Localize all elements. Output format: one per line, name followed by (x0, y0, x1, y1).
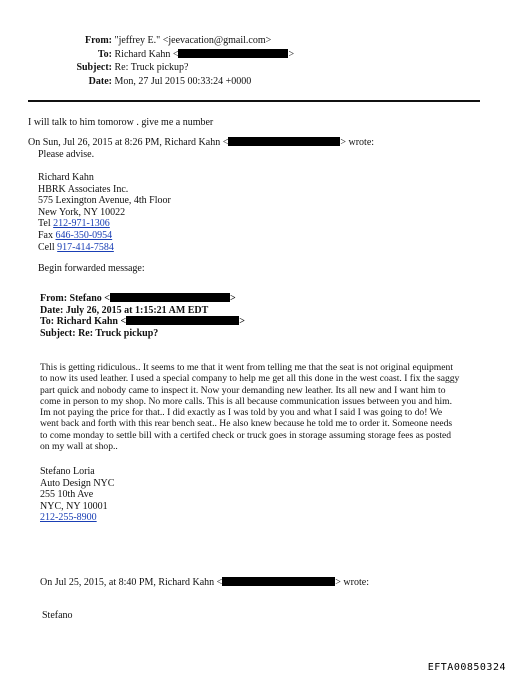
redaction-box (222, 577, 335, 586)
quote2-intro-prefix: On Jul 25, 2015, at 8:40 PM, Richard Kahn < (40, 577, 223, 588)
fwd-to-row (40, 316, 245, 328)
sig-name: Richard Kahn (38, 172, 94, 183)
date-label: Date: (88, 75, 112, 87)
fwd-from-row (40, 293, 245, 305)
body-line: come in person to my shop. No more calls. This is all because communication issues between you and him. (40, 395, 453, 407)
fwd-from-suffix: > (229, 293, 236, 304)
sig-address2: NYC, NY 10001 (40, 500, 108, 512)
tel-link[interactable]: 212-971-1306 (53, 218, 110, 230)
sig-phone-row (40, 512, 114, 524)
sig-company: Auto Design NYC (40, 477, 115, 489)
subject-label: Subject: (76, 62, 112, 74)
header-to-row (42, 49, 294, 61)
fwd-to-label: To: (40, 316, 55, 328)
to-label: To: (97, 48, 112, 60)
from-value: "jeffrey E." <jeevacation@gmail.com> (114, 35, 272, 46)
header-divider (28, 100, 480, 102)
body-line: went back and forth with this rear bench seat.. He also knew because he told me to order it. Someone needs (40, 418, 453, 430)
fwd-subject-value: Re: Truck pickup? (78, 327, 159, 339)
body-line: This is getting ridiculous.. It seems to me that it went from telling me that the seat is not original equipment (40, 362, 453, 373)
to-suffix: > (288, 48, 295, 60)
phone-link[interactable]: 212-255-8900 (40, 512, 97, 524)
header-date-row (42, 76, 294, 88)
fwd-to-value: Richard Kahn < (56, 316, 127, 328)
email-header (42, 35, 294, 87)
forwarded-header (40, 293, 245, 339)
advise-line: Please advise. (38, 149, 95, 160)
forwarded-body (40, 362, 482, 452)
sig-cell-row (38, 242, 171, 254)
document-id: EFTA00850324 (427, 662, 506, 674)
fwd-subject-label: Subject: (40, 327, 76, 339)
date-value: Mon, 27 Jul 2015 00:33:24 +0000 (114, 75, 252, 87)
body-line: on my wall at shop.. (40, 441, 118, 453)
redaction-box (178, 49, 288, 58)
fwd-date-row (40, 305, 245, 317)
body-line: part quick and nobody came to inspect it. Now your demanding new leather. Its all new and I want him to (40, 384, 446, 396)
subject-value: Re: Truck pickup? (114, 62, 189, 74)
fwd-from-value: Stefano < (69, 293, 110, 304)
fwd-to-suffix: > (239, 316, 245, 328)
sig-company: HBRK Associates Inc. (38, 183, 129, 195)
quote1-body (38, 149, 94, 161)
sig-address2: New York, NY 10022 (38, 206, 126, 218)
header-from-row (42, 35, 294, 47)
fwd-subject-row (40, 328, 245, 340)
sig-address1: 575 Lexington Avenue, 4th Floor (38, 195, 171, 207)
to-value: Richard Kahn < (114, 48, 179, 60)
sig-tel-row (38, 218, 171, 230)
redaction-box (110, 293, 230, 302)
forwarded-marker: Begin forwarded message: (38, 263, 145, 274)
redaction-box (126, 316, 239, 325)
quote2-intro-suffix: > wrote: (335, 577, 369, 588)
quote1-intro (28, 137, 374, 149)
redaction-box (228, 137, 340, 146)
reply-text: I will talk to him tomorow . give me a number (28, 117, 214, 128)
fwd-from-label: From: (40, 293, 68, 304)
fax-link[interactable]: 646-350-0954 (55, 229, 113, 241)
sig-name: Stefano Loria (40, 466, 95, 477)
body-line: to now its used leather. I used a special company to help me get all this done in the west coast. I fix the saggy (40, 373, 460, 385)
quote2-intro (40, 577, 369, 589)
richard-signature (38, 172, 171, 253)
quote1-intro-suffix: > wrote: (340, 137, 375, 148)
fwd-date-label: Date: (40, 304, 64, 316)
fwd-date-value: July 26, 2015 at 1:15:21 AM EDT (65, 304, 209, 316)
body-line: Im not paying the price for that.. I did exactly as I was told by you and what I said I was going to do! We (40, 407, 443, 419)
tel-label: Tel (38, 218, 51, 230)
cell-link[interactable]: 917-414-7584 (57, 241, 114, 253)
cell-label: Cell (38, 241, 55, 253)
stefano-signature (40, 466, 114, 524)
quote1-intro-prefix: On Sun, Jul 26, 2015 at 8:26 PM, Richard Kahn < (28, 137, 229, 148)
body-line: to come monday to settle bill with a certifed check or truck goes in storage assuming storage fees as posted (40, 429, 452, 441)
from-label: From: (84, 35, 112, 46)
quote2-signoff: Stefano (42, 610, 73, 621)
header-subject-row (42, 62, 294, 74)
sig-fax-row (38, 230, 171, 242)
fax-label: Fax (38, 229, 53, 241)
sig-address1: 255 10th Ave (40, 489, 94, 501)
